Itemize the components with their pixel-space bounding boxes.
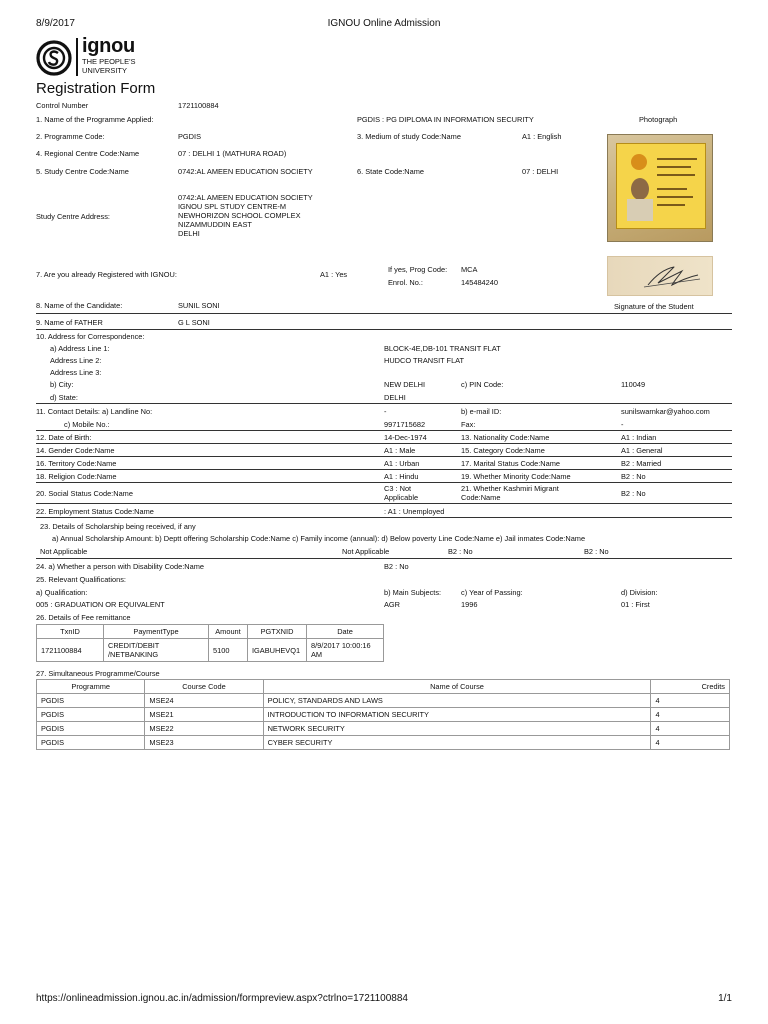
course-cell: MSE23 bbox=[145, 736, 263, 750]
emblem-icon bbox=[631, 154, 647, 170]
print-url: https://onlineadmission.ignou.ac.in/admission/formpreview.aspx?ctrlno=1721100884 bbox=[36, 993, 408, 1004]
minority-label: 19. Whether Minority Code:Name bbox=[461, 472, 571, 481]
bpl-value: B2 : No bbox=[448, 547, 473, 556]
address-line2-label: Address Line 2: bbox=[50, 356, 102, 365]
fax-label: Fax: bbox=[461, 420, 476, 429]
control-number-value: 1721100884 bbox=[178, 101, 219, 110]
already-registered-label: 7. Are you already Registered with IGNOU: bbox=[36, 270, 177, 279]
landline-label: 11. Contact Details: a) Landline No: bbox=[36, 407, 153, 416]
fee-cell: 8/9/2017 10:00:16 AM bbox=[307, 639, 384, 662]
course-cell: 4 bbox=[651, 736, 730, 750]
category-value: A1 : General bbox=[621, 446, 663, 455]
city-value: NEW DELHI bbox=[384, 380, 426, 389]
course-cell: CYBER SECURITY bbox=[263, 736, 651, 750]
candidate-name-label: 8. Name of the Candidate: bbox=[36, 301, 123, 310]
fax-value: - bbox=[621, 420, 624, 429]
territory-value: A1 : Urban bbox=[384, 459, 420, 468]
courses-table bbox=[36, 679, 730, 750]
enrol-value: 145484240 bbox=[461, 278, 498, 287]
father-name-label: 9. Name of FATHER bbox=[36, 318, 103, 327]
email-label: b) e-mail ID: bbox=[461, 407, 502, 416]
fee-header-cell: PaymentType bbox=[104, 625, 209, 639]
division-value: 01 : First bbox=[621, 600, 650, 609]
category-label: 15. Category Code:Name bbox=[461, 446, 545, 455]
dob-label: 12. Date of Birth: bbox=[36, 433, 92, 442]
programme-code-value: PGDIS bbox=[178, 132, 201, 141]
marital-value: B2 : Married bbox=[621, 459, 662, 468]
medium-value: A1 : English bbox=[522, 132, 562, 141]
course-cell: PGDIS bbox=[37, 708, 145, 722]
fee-header-cell: TxnID bbox=[37, 625, 104, 639]
religion-value: A1 : Hindu bbox=[384, 472, 419, 481]
study-centre-address-label: Study Centre Address: bbox=[36, 212, 110, 221]
subjects-label: b) Main Subjects: bbox=[384, 588, 442, 597]
year-label: c) Year of Passing: bbox=[461, 588, 523, 597]
fee-cell: IGABUHEVQ1 bbox=[248, 639, 307, 662]
subjects-value: AGR bbox=[384, 600, 401, 609]
address-header: 10. Address for Correspondence: bbox=[36, 332, 145, 341]
course-row bbox=[37, 722, 730, 736]
study-centre-address-line: NEWHORIZON SCHOOL COMPLEX bbox=[178, 211, 301, 220]
course-row bbox=[37, 736, 730, 750]
email-value: sunilswarnkar@yahoo.com bbox=[621, 407, 710, 416]
pin-label: c) PIN Code: bbox=[461, 380, 504, 389]
father-name-value: G L SONI bbox=[178, 318, 210, 327]
marital-label: 17. Marital Status Code:Name bbox=[461, 459, 560, 468]
fee-header-cell: Date bbox=[307, 625, 384, 639]
divider bbox=[36, 329, 732, 330]
fee-cell: 5100 bbox=[209, 639, 248, 662]
course-cell: INTRODUCTION TO INFORMATION SECURITY bbox=[263, 708, 651, 722]
disability-value: B2 : No bbox=[384, 562, 409, 571]
courses-header-cell: Credits bbox=[651, 680, 730, 694]
regional-centre-value: 07 : DELHI 1 (MATHURA ROAD) bbox=[178, 149, 287, 158]
portrait-body bbox=[627, 199, 653, 221]
gender-label: 14. Gender Code:Name bbox=[36, 446, 115, 455]
state-value: DELHI bbox=[384, 393, 406, 402]
fee-cell: 1721100884 bbox=[37, 639, 104, 662]
division-label: d) Division: bbox=[621, 588, 658, 597]
year-value: 1996 bbox=[461, 600, 478, 609]
divider bbox=[36, 503, 732, 504]
study-centre-address-line: NIZAMMUDDIN EAST bbox=[178, 220, 252, 229]
course-cell: 4 bbox=[651, 694, 730, 708]
divider bbox=[36, 482, 732, 483]
territory-label: 16. Territory Code:Name bbox=[36, 459, 117, 468]
print-title: IGNOU Online Admission bbox=[327, 18, 441, 29]
programme-applied-value: PGDIS : PG DIPLOMA IN INFORMATION SECURITY bbox=[357, 115, 534, 124]
control-number-label: Control Number bbox=[36, 101, 89, 110]
family-income-value: Not Applicable bbox=[342, 547, 390, 556]
ignou-logo bbox=[36, 35, 176, 78]
course-cell: PGDIS bbox=[37, 736, 145, 750]
disability-label: 24. a) Whether a person with Disability Code:Name bbox=[36, 562, 205, 571]
fee-table bbox=[36, 624, 384, 662]
logo-divider bbox=[76, 38, 78, 76]
prog-code-label: If yes, Prog Code: bbox=[388, 265, 448, 274]
course-cell: NETWORK SECURITY bbox=[263, 722, 651, 736]
pin-value: 110049 bbox=[621, 380, 646, 389]
enrol-label: Enrol. No.: bbox=[388, 278, 423, 287]
regional-centre-label: 4. Regional Centre Code:Name bbox=[36, 149, 140, 158]
divider bbox=[36, 517, 732, 518]
divider bbox=[36, 456, 732, 457]
course-row bbox=[37, 708, 730, 722]
employment-label: 22. Employment Status Code:Name bbox=[36, 507, 154, 516]
signature-label: Signature of the Student bbox=[614, 302, 694, 311]
study-centre-address-line: DELHI bbox=[178, 229, 200, 238]
courses-header-cell: Programme bbox=[37, 680, 145, 694]
programme-applied-label: 1. Name of the Programme Applied: bbox=[36, 115, 154, 124]
gender-value: A1 : Male bbox=[384, 446, 416, 455]
fee-header-cell: Amount bbox=[209, 625, 248, 639]
courses-header-cell: Name of Course bbox=[263, 680, 651, 694]
course-cell: PGDIS bbox=[37, 722, 145, 736]
social-value: C3 : Not Applicable bbox=[384, 484, 419, 502]
print-page-number: 1/1 bbox=[718, 993, 732, 1004]
address-line1-label: a) Address Line 1: bbox=[50, 344, 110, 353]
candidate-photograph bbox=[607, 134, 713, 242]
address-line2-value: HUDCO TRANSIT FLAT bbox=[384, 356, 465, 365]
form-title: Registration Form bbox=[36, 80, 156, 97]
print-date: 8/9/2017 bbox=[36, 18, 75, 29]
courses-header-row bbox=[37, 680, 730, 694]
study-centre-address-line: 0742:AL AMEEN EDUCATION SOCIETY bbox=[178, 193, 313, 202]
prog-code-value: MCA bbox=[461, 265, 478, 274]
social-label: 20. Social Status Code:Name bbox=[36, 489, 133, 498]
kashmiri-value: B2 : No bbox=[621, 489, 646, 498]
scholarship-sub-label: a) Annual Scholarship Amount: b) Deptt offering Scholarship Code:Name c) Family income (annual): d) Below poverty Line Code:Name e) Jail inmates Code:Name bbox=[52, 534, 586, 543]
minority-value: B2 : No bbox=[621, 472, 646, 481]
scholarship-amount-value: Not Applicable bbox=[40, 547, 88, 556]
course-cell: 4 bbox=[651, 708, 730, 722]
qualification-label: a) Qualification: bbox=[36, 588, 88, 597]
study-centre-address-line: IGNOU SPL STUDY CENTRE-M bbox=[178, 202, 286, 211]
divider bbox=[36, 430, 732, 431]
religion-label: 18. Religion Code:Name bbox=[36, 472, 117, 481]
fee-label: 26. Details of Fee remittance bbox=[36, 613, 131, 622]
courses-header-cell: Course Code bbox=[145, 680, 263, 694]
nationality-label: 13. Nationality Code:Name bbox=[461, 433, 550, 442]
divider bbox=[36, 469, 732, 470]
divider bbox=[36, 403, 732, 404]
dob-value: 14-Dec-1974 bbox=[384, 433, 427, 442]
divider bbox=[36, 313, 732, 314]
city-label: b) City: bbox=[50, 380, 74, 389]
scholarship-label: 23. Details of Scholarship being received, if any bbox=[40, 522, 196, 531]
photograph-label: Photograph bbox=[639, 115, 678, 124]
divider bbox=[36, 558, 732, 559]
logo-tagline: THE PEOPLE'S UNIVERSITY bbox=[82, 57, 136, 75]
course-cell: MSE22 bbox=[145, 722, 263, 736]
ignou-emblem-icon bbox=[36, 40, 72, 76]
address-line3-label: Address Line 3: bbox=[50, 368, 102, 377]
fee-header-row bbox=[37, 625, 384, 639]
logo-name: ignou bbox=[82, 35, 135, 57]
courses-label: 27. Simultaneous Programme/Course bbox=[36, 669, 160, 678]
state-label: d) State: bbox=[50, 393, 78, 402]
mobile-value: 9971715682 bbox=[384, 420, 426, 429]
fee-row bbox=[37, 639, 384, 662]
landline-value: - bbox=[384, 407, 387, 416]
programme-code-label: 2. Programme Code: bbox=[36, 132, 105, 141]
address-line1-value: BLOCK-4E,DB-101 TRANSIT FLAT bbox=[384, 344, 501, 353]
nationality-value: A1 : Indian bbox=[621, 433, 657, 442]
study-centre-value: 0742:AL AMEEN EDUCATION SOCIETY bbox=[178, 167, 313, 176]
course-row bbox=[37, 694, 730, 708]
course-cell: PGDIS bbox=[37, 694, 145, 708]
study-centre-label: 5. Study Centre Code:Name bbox=[36, 167, 129, 176]
course-cell: MSE24 bbox=[145, 694, 263, 708]
course-cell: MSE21 bbox=[145, 708, 263, 722]
mobile-label: c) Mobile No.: bbox=[64, 420, 110, 429]
employment-value: : A1 : Unemployed bbox=[384, 507, 445, 516]
state-code-value: 07 : DELHI bbox=[522, 167, 559, 176]
already-registered-value: A1 : Yes bbox=[320, 270, 348, 279]
divider bbox=[36, 443, 732, 444]
course-cell: 4 bbox=[651, 722, 730, 736]
face-image bbox=[631, 178, 649, 200]
id-card-image bbox=[616, 143, 706, 229]
jail-inmate-value: B2 : No bbox=[584, 547, 609, 556]
fee-cell: CREDIT/DEBIT /NETBANKING bbox=[104, 639, 209, 662]
fee-header-cell: PGTXNID bbox=[248, 625, 307, 639]
course-cell: POLICY, STANDARDS AND LAWS bbox=[263, 694, 651, 708]
medium-label: 3. Medium of study Code:Name bbox=[357, 132, 461, 141]
qualifications-label: 25. Relevant Qualifications: bbox=[36, 575, 126, 584]
qualification-value: 005 : GRADUATION OR EQUIVALENT bbox=[36, 600, 165, 609]
kashmiri-label: 21. Whether Kashmiri Migrant Code:Name bbox=[461, 484, 559, 502]
state-code-label: 6. State Code:Name bbox=[357, 167, 424, 176]
signature-image bbox=[607, 256, 713, 296]
candidate-name-value: SUNIL SONI bbox=[178, 301, 220, 310]
